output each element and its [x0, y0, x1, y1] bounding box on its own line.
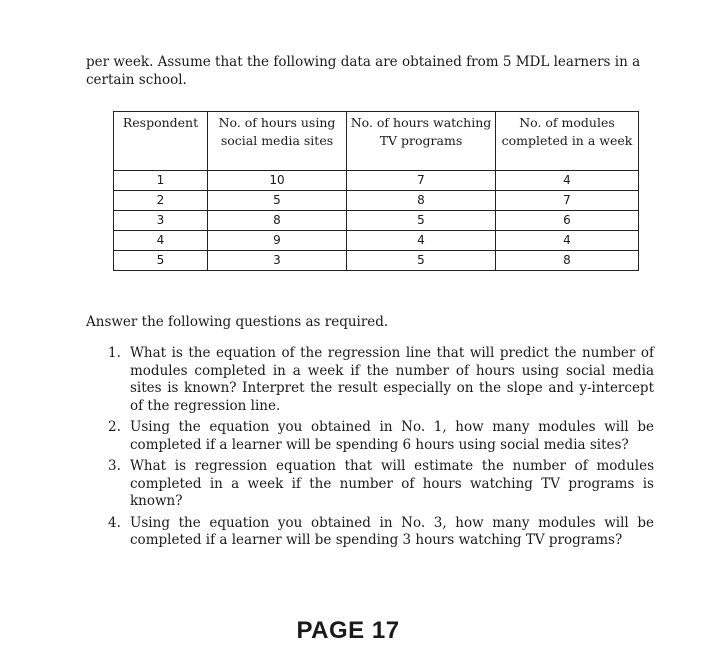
- question-number: 4.: [108, 514, 121, 531]
- question-number: 1.: [108, 345, 121, 361]
- answer-heading: Answer the following questions as required.: [86, 314, 389, 330]
- cell-social-media-hours: 3: [208, 251, 347, 271]
- question-item: [108, 458, 654, 511]
- intro-paragraph: per week. Assume that the following data are obtained from 5 MDL learners in a certain school.: [86, 54, 641, 88]
- cell-respondent: 1: [114, 171, 208, 191]
- header-tv-hours: No. of hours watching TV programs: [347, 112, 496, 171]
- question-number: 2.: [108, 419, 121, 435]
- cell-tv-hours: 8: [347, 191, 496, 211]
- cell-respondent: 5: [114, 251, 208, 271]
- cell-tv-hours: 7: [347, 171, 496, 191]
- cell-respondent: 3: [114, 211, 208, 231]
- question-item: [108, 515, 654, 550]
- question-item: [108, 345, 654, 415]
- question-text: What is regression equation that will estimate the number of modules completed in a week if the number of hours watching TV programs is known?: [130, 458, 654, 509]
- cell-respondent: 4: [114, 231, 208, 251]
- question-text: Using the equation you obtained in No. 1, how many modules will be completed if a learner will be spending 6 hours using social media sites?: [130, 419, 654, 453]
- cell-social-media-hours: 8: [208, 211, 347, 231]
- table-row: [114, 251, 639, 271]
- table-row: [114, 211, 639, 231]
- header-modules-completed: No. of modules completed in a week: [496, 112, 639, 171]
- table-row: [114, 171, 639, 191]
- table-row: [114, 191, 639, 211]
- cell-modules-completed: 4: [496, 171, 639, 191]
- header-respondent: Respondent: [114, 112, 208, 171]
- cell-modules-completed: 4: [496, 231, 639, 251]
- cell-tv-hours: 4: [347, 231, 496, 251]
- header-social-media-hours: No. of hours using social media sites: [208, 112, 347, 171]
- question-text: Using the equation you obtained in No. 3, how many modules will be completed if a learner will be spending 3 hours watching TV programs?: [130, 514, 654, 548]
- cell-respondent: 2: [114, 191, 208, 211]
- cell-tv-hours: 5: [347, 211, 496, 231]
- question-item: [108, 419, 654, 454]
- cell-social-media-hours: 10: [208, 171, 347, 191]
- page-number-footer: [0, 617, 720, 645]
- question-list: [108, 345, 654, 554]
- cell-modules-completed: 8: [496, 251, 639, 271]
- table-row: [114, 231, 639, 251]
- cell-tv-hours: 5: [347, 251, 496, 271]
- data-table: [113, 111, 639, 271]
- page-number-label: PAGE 17: [296, 617, 400, 644]
- table-header-row: [114, 112, 639, 171]
- cell-social-media-hours: 9: [208, 231, 347, 251]
- question-number: 3.: [108, 458, 121, 474]
- cell-social-media-hours: 5: [208, 191, 347, 211]
- question-text: What is the equation of the regression line that will predict the number of modules completed in a week if the number of hours using social media sites is known? Interpret the result especially on the slope and y-intercept of the regression line.: [130, 345, 654, 414]
- cell-modules-completed: 7: [496, 191, 639, 211]
- cell-modules-completed: 6: [496, 211, 639, 231]
